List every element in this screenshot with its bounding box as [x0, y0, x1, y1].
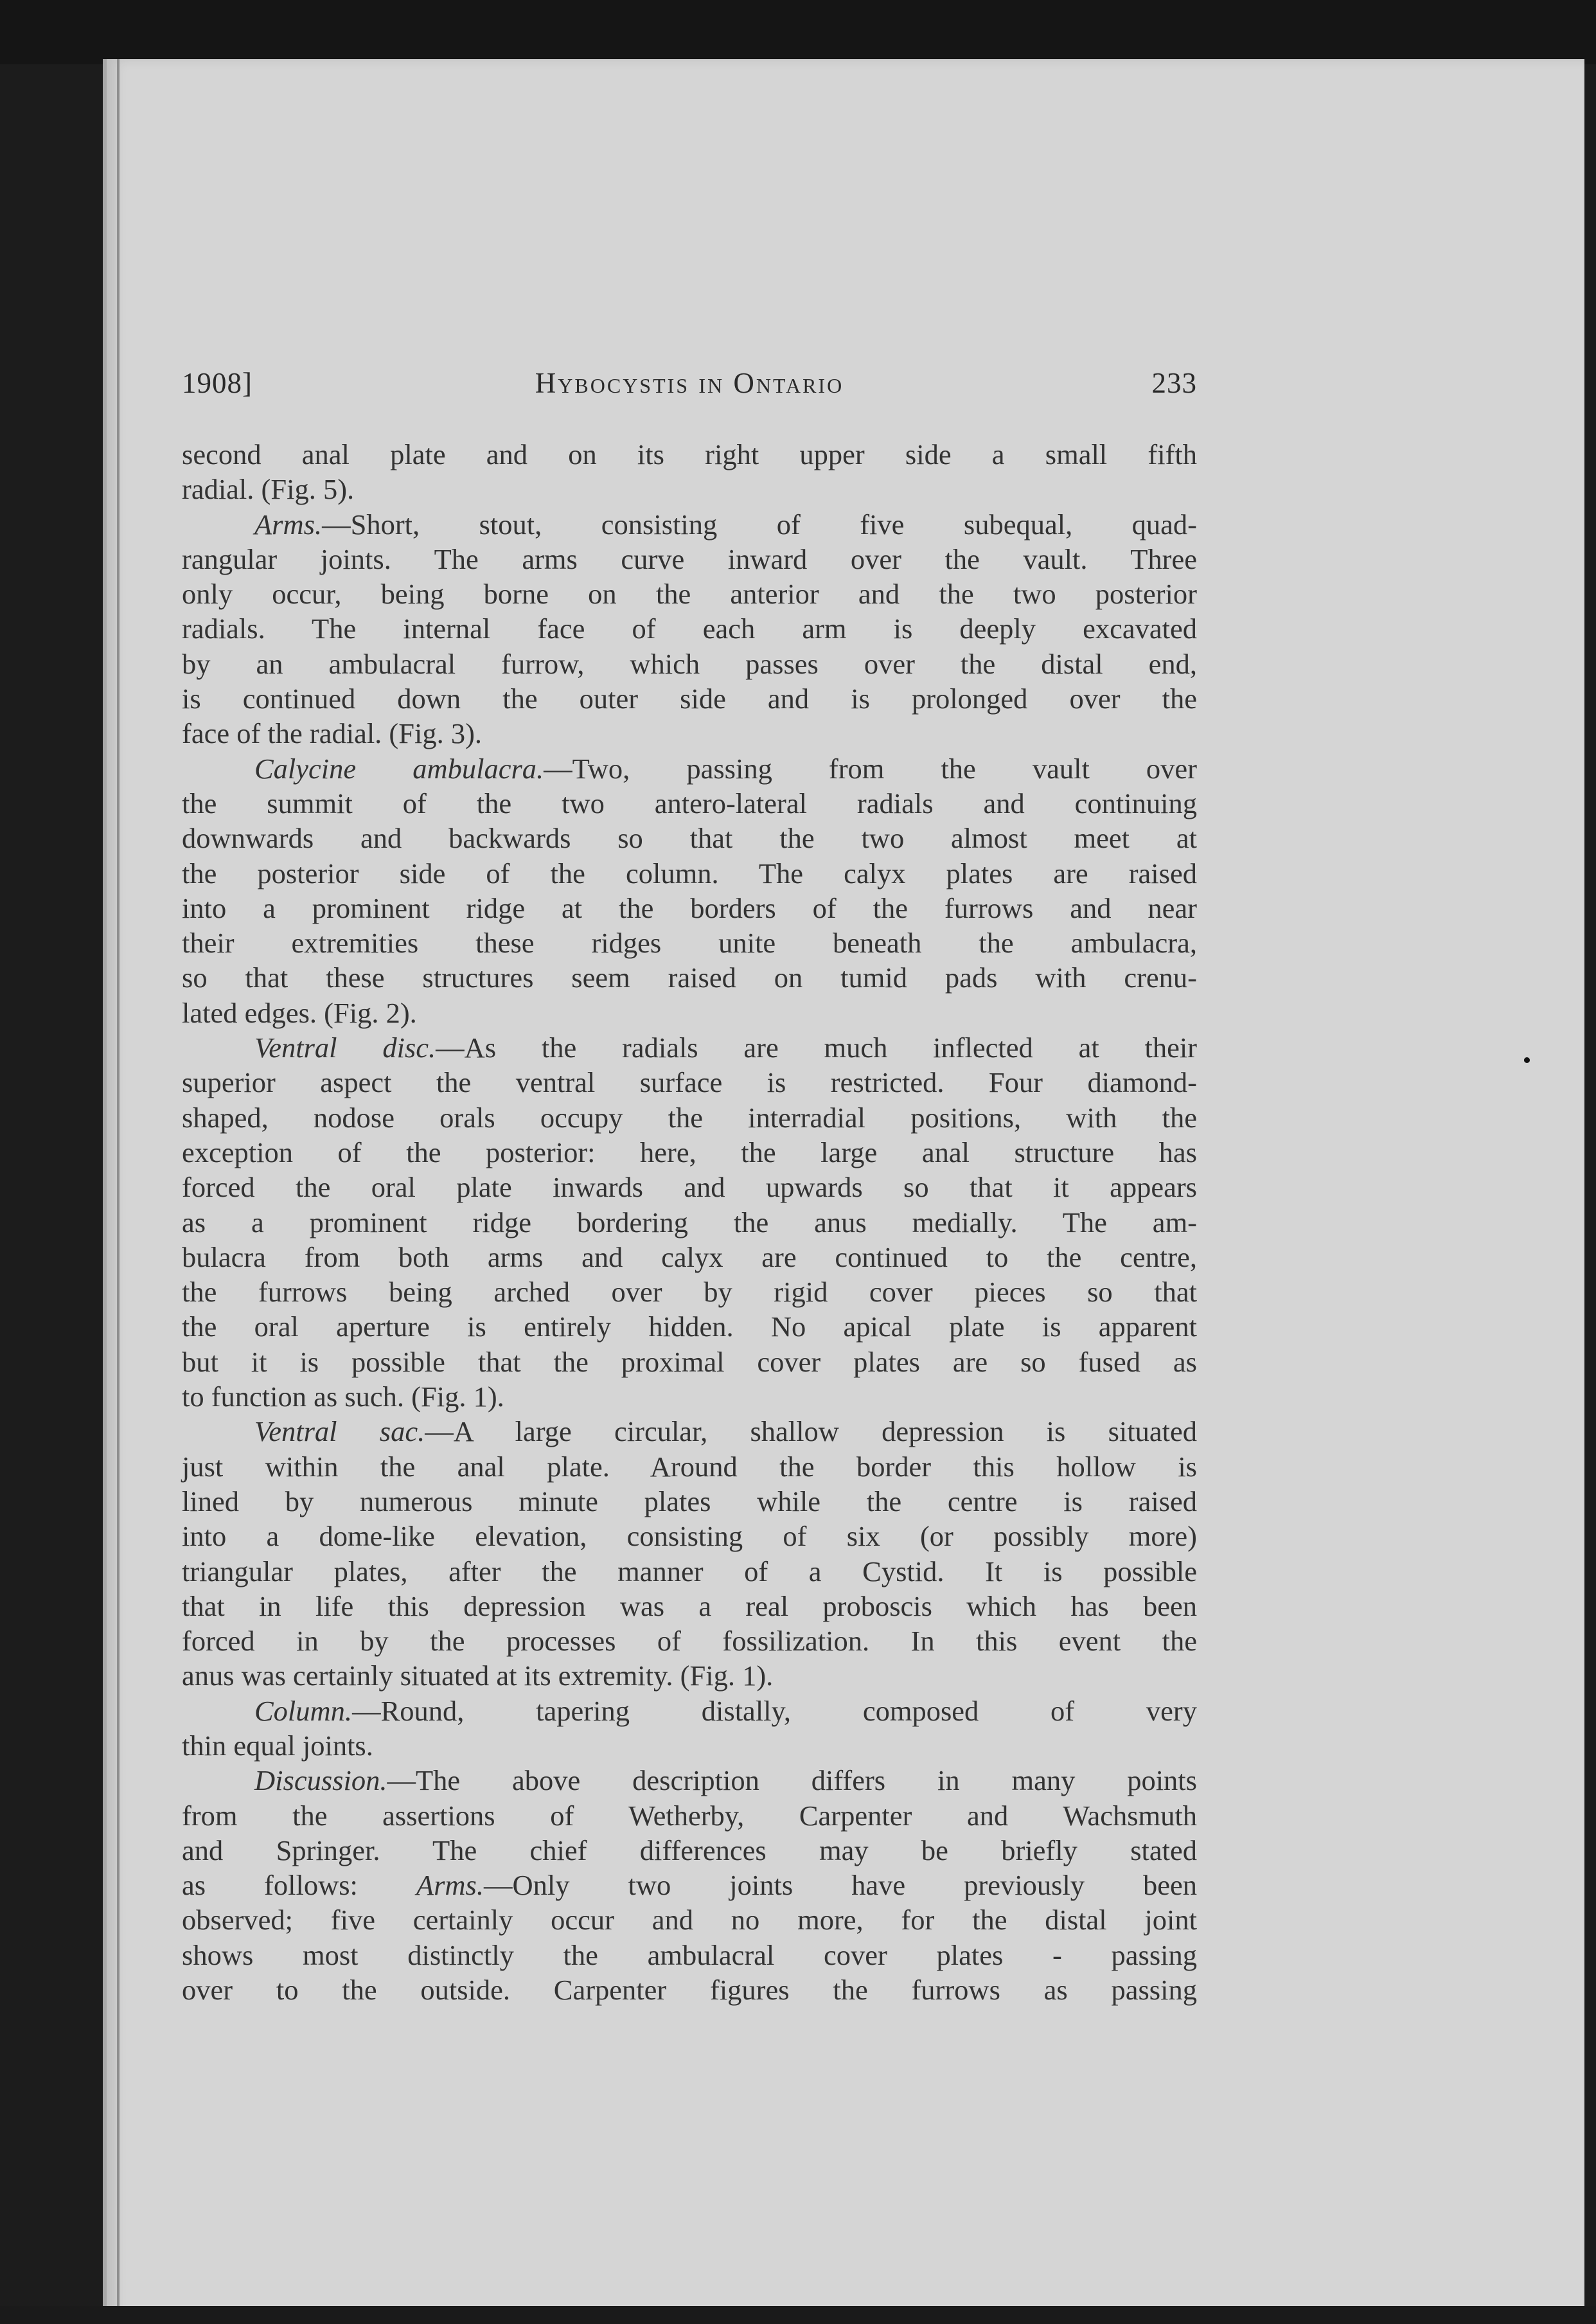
text-line	[182, 786, 1197, 821]
scan-bottom-border	[0, 2306, 1596, 2324]
text-line	[182, 1309, 1197, 1344]
header-year: 1908]	[182, 367, 253, 399]
section-heading: Arms.	[254, 508, 323, 541]
text-line-content: second anal plate and on its right upper side a small fifth	[182, 438, 1197, 470]
text-line	[182, 1519, 1197, 1553]
text-line-content: from the assertions of Wetherby, Carpenter and Wachsmuth	[182, 1799, 1197, 1832]
text-line	[182, 1763, 1197, 1798]
text-line-content: as a prominent ridge bordering the anus medially. The am-	[182, 1206, 1197, 1238]
page-number: 233	[1151, 367, 1197, 399]
text-line	[182, 1030, 1197, 1065]
scan-top-border	[0, 0, 1596, 64]
text-line	[182, 925, 1197, 960]
text-line-content: forced in by the processes of fossilization. In this event the	[182, 1625, 1197, 1658]
text-line	[182, 1100, 1197, 1135]
text-line-content: by an ambulacral furrow, which passes over the distal end,	[182, 647, 1197, 680]
text-line	[182, 1170, 1197, 1204]
text-line-content: —Short, stout, consisting of five subequal, quad-	[322, 508, 1197, 541]
text-line	[182, 472, 1197, 506]
text-line-content: —Round, tapering distally, composed of very	[352, 1694, 1197, 1727]
text-line-content: lated edges. (Fig. 2).	[182, 996, 417, 1029]
text-line-content: shaped, nodose orals occupy the interradial positions, with the	[182, 1101, 1197, 1134]
header-title: Hybocystis in Ontario	[535, 367, 844, 399]
text-line-content: the oral aperture is entirely hidden. No apical plate is apparent	[182, 1310, 1197, 1343]
text-line-content: and Springer. The chief differences may be briefly stated	[182, 1834, 1197, 1866]
section-heading: Ventral sac.	[254, 1415, 425, 1448]
text-line-content: so that these structures seem raised on tumid pads with crenu-	[182, 961, 1197, 994]
text-line-content: to function as such. (Fig. 1).	[182, 1381, 504, 1413]
text-line-content: lined by numerous minute plates while the centre is raised	[182, 1485, 1197, 1517]
text-line-content: triangular plates, after the manner of a Cystid. It is possible	[182, 1555, 1197, 1587]
text-line	[182, 1833, 1197, 1868]
text-line-content: their extremities these ridges unite beneath the ambulacra,	[182, 927, 1197, 960]
text-line	[182, 611, 1197, 646]
text-line	[182, 1868, 1197, 1902]
text-line-content: that in life this depression was a real proboscis which has been	[182, 1589, 1197, 1622]
text-line-content: over to the outside. Carpenter figures the furrows as passing	[182, 1974, 1197, 2007]
text-line-content: —Only two joints have previously been	[484, 1869, 1197, 1902]
running-head	[182, 360, 1197, 405]
text-line	[182, 751, 1197, 786]
text-line-content: face of the radial. (Fig. 3).	[182, 717, 483, 750]
text-line	[182, 681, 1197, 716]
text-line	[182, 542, 1197, 577]
text-line	[182, 856, 1197, 891]
text-line	[182, 1623, 1197, 1658]
page-gutter	[117, 59, 120, 2324]
section-heading: Column.	[254, 1694, 353, 1727]
text-line	[182, 1554, 1197, 1589]
text-line-content: into a prominent ridge at the borders of the furrows and near	[182, 891, 1197, 924]
text-line-content: shows most distinctly the ambulacral cover plates - passing	[182, 1938, 1197, 1971]
text-line	[182, 891, 1197, 925]
text-line-content: the furrows being arched over by rigid cover pieces so that	[182, 1276, 1197, 1309]
scan-speck	[1524, 1057, 1530, 1063]
text-line-content: observed; five certainly occur and no more, for the distal joint	[182, 1904, 1197, 1936]
text-line	[182, 1658, 1197, 1693]
text-line	[182, 507, 1197, 542]
text-line-content: superior aspect the ventral surface is restricted. Four diamond-	[182, 1066, 1197, 1099]
text-line	[182, 437, 1197, 472]
text-line	[182, 1345, 1197, 1379]
text-line-content: the posterior side of the column. The calyx plates are raised	[182, 857, 1197, 889]
text-line	[182, 1484, 1197, 1519]
section-heading: Arms.	[416, 1869, 484, 1902]
section-heading: Ventral disc.	[254, 1032, 436, 1064]
text-line	[182, 960, 1197, 995]
text-line-content: bulacra from both arms and calyx are continued to the centre,	[182, 1240, 1197, 1273]
text-line	[182, 1589, 1197, 1623]
text-line-content: into a dome-like elevation, consisting of six (or possibly more)	[182, 1520, 1197, 1553]
text-line	[182, 821, 1197, 855]
text-line	[182, 1065, 1197, 1100]
text-line-content: —Two, passing from the vault over	[544, 752, 1197, 785]
text-line	[182, 1902, 1197, 1937]
text-line	[182, 1694, 1197, 1728]
text-line	[182, 1449, 1197, 1484]
text-line-content: —A large circular, shallow depression is situated	[425, 1415, 1197, 1448]
text-line	[182, 1205, 1197, 1240]
text-line-content: anus was certainly situated at its extremity. (Fig. 1).	[182, 1659, 774, 1692]
text-line	[182, 716, 1197, 751]
text-line	[182, 1274, 1197, 1309]
text-line-content: rangular joints. The arms curve inward over the vault. Three	[182, 542, 1197, 575]
text-line	[182, 647, 1197, 681]
text-line-content: just within the anal plate. Around the border this hollow is	[182, 1450, 1197, 1483]
text-line-content: exception of the posterior: here, the large anal structure has	[182, 1136, 1197, 1168]
text-line-content: radials. The internal face of each arm is deeply excavated	[182, 612, 1197, 645]
text-line-prefix: as follows:	[182, 1869, 416, 1902]
text-line-content: forced the oral plate inwards and upwards so that it appears	[182, 1171, 1197, 1204]
body-text	[182, 437, 1197, 2007]
text-line-content: —As the radials are much inflected at their	[436, 1032, 1198, 1064]
text-line	[182, 1798, 1197, 1833]
text-line	[182, 577, 1197, 611]
text-line-content: —The above description differs in many points	[387, 1764, 1197, 1797]
text-line-content: but it is possible that the proximal cover plates are so fused as	[182, 1345, 1197, 1378]
text-line	[182, 1240, 1197, 1274]
text-line	[182, 1414, 1197, 1449]
text-line	[182, 996, 1197, 1030]
text-line-content: downwards and backwards so that the two almost meet at	[182, 822, 1197, 855]
text-line-content: radial. (Fig. 5).	[182, 473, 355, 506]
text-line	[182, 1938, 1197, 1972]
section-heading: Discussion.	[254, 1764, 387, 1797]
text-line-content: only occur, being borne on the anterior and the two posterior	[182, 578, 1197, 611]
text-line-content: is continued down the outer side and is prolonged over the	[182, 683, 1197, 715]
text-line	[182, 1379, 1197, 1414]
text-line	[182, 1972, 1197, 2007]
section-heading: Calycine ambulacra.	[254, 752, 544, 785]
text-line	[182, 1135, 1197, 1170]
text-line	[182, 1728, 1197, 1763]
text-line-content: the summit of the two antero-lateral radials and continuing	[182, 787, 1197, 819]
text-line-content: thin equal joints.	[182, 1729, 373, 1762]
